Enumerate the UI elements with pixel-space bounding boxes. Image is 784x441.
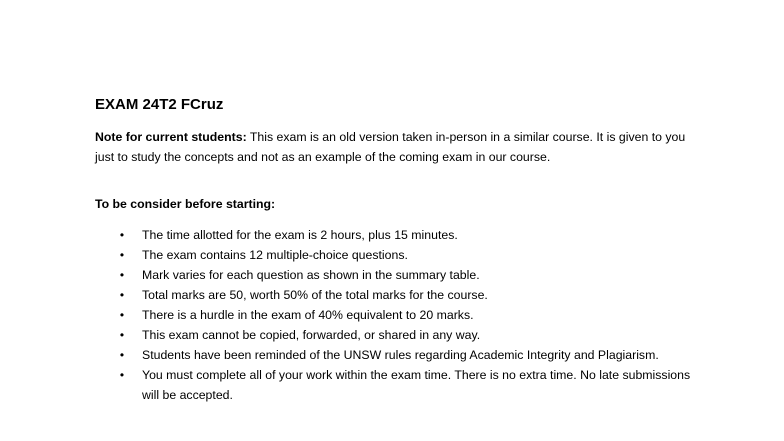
bullet-icon: • [119,228,125,242]
list-item [95,226,695,246]
bullet-icon: • [119,248,125,262]
rule-text: You must complete all of your work within the exam time. There is no extra time. No late submissions will be accepted. [142,368,691,402]
bullet-icon: • [119,268,125,282]
exam-title: EXAM 24T2 FCruz [95,96,224,113]
section-heading: To be consider before starting: [95,197,276,211]
rule-text: Mark varies for each question as shown in the summary table. [142,268,480,282]
list-item [95,286,695,306]
document-content [95,96,695,406]
rule-text: Students have been reminded of the UNSW rules regarding Academic Integrity and Plagiarism. [142,348,659,362]
rule-text: This exam cannot be copied, forwarded, or shared in any way. [142,328,481,342]
list-item [95,306,695,326]
rule-text: There is a hurdle in the exam of 40% equivalent to 20 marks. [142,308,474,322]
bullet-icon: • [119,328,125,342]
list-item [95,266,695,286]
note-paragraph [95,127,695,167]
list-item [95,366,695,405]
rules-list [95,226,695,405]
note-text: This exam is an old version taken in-person in a similar course. It is given to you just to study the concepts and not as an example of the coming exam in our course. [95,130,686,164]
bullet-icon: • [119,308,125,322]
rule-text: Total marks are 50, worth 50% of the total marks for the course. [142,288,488,302]
bullet-icon: • [119,348,125,362]
list-item [95,246,695,266]
list-item [95,346,695,366]
bullet-icon: • [119,368,125,382]
note-label: Note for current students: [95,130,247,144]
rule-text: The time allotted for the exam is 2 hours, plus 15 minutes. [142,228,458,242]
rule-text: The exam contains 12 multiple-choice questions. [142,248,408,262]
bullet-icon: • [119,288,125,302]
list-item [95,326,695,346]
